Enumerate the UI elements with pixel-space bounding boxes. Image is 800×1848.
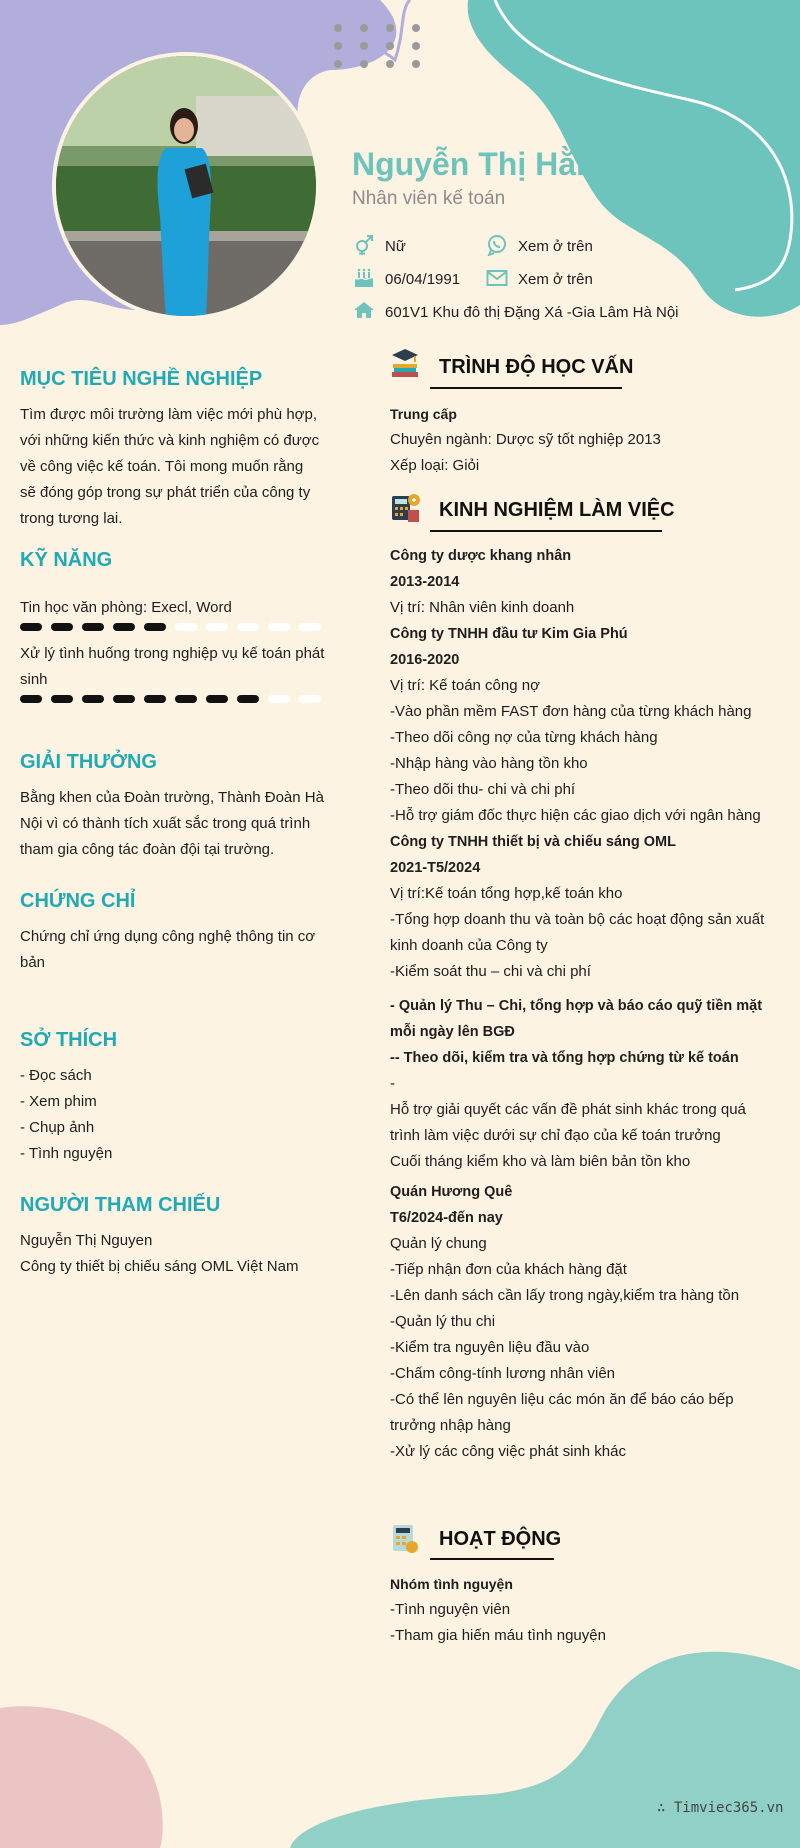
- gender-value: Nữ: [385, 238, 406, 255]
- hobbies-heading: SỞ THÍCH: [20, 1029, 118, 1051]
- experience-line: -Có thể lên nguyên liệu các món ăn để báo cáo bếp: [390, 1391, 734, 1408]
- rating-dash-filled: [144, 623, 166, 631]
- experience-line: Hỗ trợ giải quyết các vấn đề phát sinh khác trong quá: [390, 1101, 746, 1118]
- experience-line: -Tổng hợp doanh thu và toàn bộ các hoạt động sản xuất: [390, 911, 765, 928]
- email-value: Xem ở trên: [518, 271, 593, 288]
- envelope-icon: [486, 268, 508, 288]
- objective-text: Tìm được môi trường làm việc mới phù hợp, với những kiến thức và kinh nghiệm có được về công việc kế toán. Tôi mong muốn rằng sẽ đóng góp trong sự phát triển của công ty trong tương lai.: [20, 406, 320, 527]
- experience-line: -Vào phần mềm FAST đơn hàng của từng khách hàng: [390, 703, 752, 720]
- experience-heading-line: - Quản lý Thu – Chi, tổng hợp và báo cáo quỹ tiền mặt: [390, 998, 763, 1014]
- awards-heading: GIẢI THƯỞNG: [20, 751, 157, 773]
- rating-dash-filled: [82, 695, 104, 703]
- experience-details: [390, 543, 790, 1465]
- rating-dash-filled: [175, 695, 197, 703]
- whatsapp-icon: [486, 234, 508, 256]
- experience-heading: KINH NGHIỆM LÀM VIỆC: [439, 499, 675, 521]
- accounting-calculator-icon: [388, 490, 422, 524]
- birthday-value: 06/04/1991: [385, 271, 461, 288]
- experience-line: -Tiếp nhận đơn của khách hàng đặt: [390, 1261, 627, 1278]
- skills-heading: KỸ NĂNG: [20, 549, 113, 571]
- candidate-name: Nguyễn Thị Hằng: [352, 146, 616, 182]
- rating-dash-empty: [299, 623, 321, 631]
- dot-grid-decoration: [330, 22, 430, 72]
- hobbies-list: - Đọc sách - Xem phim - Chụp ảnh - Tình nguyện: [20, 1067, 113, 1162]
- skill-label: Xử lý tình huống trong nghiệp vụ kế toán phát sinh: [20, 645, 325, 688]
- experience-line: Cuối tháng kiểm kho và làm biên bản tồn kho: [390, 1153, 691, 1170]
- experience-heading-line: 2016-2020: [390, 652, 460, 668]
- experience-line: Vị trí: Nhân viên kinh doanh: [390, 599, 575, 616]
- logo-icon: ∴: [657, 1800, 674, 1816]
- objective-heading: MỤC TIÊU NGHỀ NGHIỆP: [20, 368, 263, 390]
- experience-line: -Hỗ trợ giám đốc thực hiện các giao dịch với ngân hàng: [390, 807, 761, 824]
- rating-dash-filled: [206, 695, 228, 703]
- experience-line: -Theo dõi thu- chi và chi phí: [390, 781, 576, 798]
- education-heading-underline: [430, 387, 622, 389]
- experience-line: Quản lý chung: [390, 1235, 487, 1252]
- references-heading: NGƯỜI THAM CHIẾU: [20, 1194, 221, 1216]
- experience-heading-underline: [430, 530, 662, 532]
- birthday-cake-icon: [353, 267, 375, 289]
- experience-line: -Nhập hàng vào hàng tồn kho: [390, 755, 588, 772]
- rating-dash-filled: [82, 623, 104, 631]
- certificates-heading: CHỨNG CHỈ: [20, 890, 136, 912]
- rating-dash-empty: [206, 623, 228, 631]
- rating-dash-empty: [268, 623, 290, 631]
- experience-heading-line: -- Theo dõi, kiểm tra và tổng hợp chứng từ kế toán: [390, 1050, 739, 1066]
- experience-line: trình làm việc dưới sự chỉ đạo của kế toán trưởng: [390, 1127, 721, 1144]
- experience-line: trưởng nhập hàng: [390, 1417, 511, 1434]
- rating-dash-filled: [51, 695, 73, 703]
- experience-line: -Theo dõi công nợ của từng khách hàng: [390, 729, 658, 746]
- skill-label: Tin học văn phòng: Execl, Word: [20, 599, 232, 616]
- phone-value: Xem ở trên: [518, 238, 593, 255]
- experience-heading-line: T6/2024-đến nay: [390, 1210, 503, 1226]
- rating-dash-filled: [113, 695, 135, 703]
- address-value: 601V1 Khu đô thị Đặng Xá -Gia Lâm Hà Nội: [385, 304, 679, 321]
- activities-icon: [388, 1521, 422, 1555]
- activities-heading-underline: [430, 1558, 554, 1560]
- awards-text: Bằng khen của Đoàn trường, Thành Đoàn Hà Nội vì có thành tích xuất sắc trong quá trình tham gia công tác đoàn đội tại trường.: [20, 789, 324, 858]
- rating-dash-empty: [268, 695, 290, 703]
- references-text: Nguyễn Thị Nguyen Công ty thiết bị chiếu sáng OML Việt Nam: [20, 1232, 299, 1275]
- experience-heading-line: 2013-2014: [390, 574, 460, 590]
- experience-line: kinh doanh của Công ty: [390, 937, 548, 954]
- activities-details: Nhóm tình nguyện -Tình nguyện viên -Tham gia hiến máu tình nguyện: [390, 1576, 606, 1644]
- graduation-books-icon: [388, 346, 422, 380]
- rating-dash-empty: [299, 695, 321, 703]
- experience-heading-line: Công ty TNHH thiết bị và chiếu sáng OML: [390, 834, 676, 850]
- rating-dash-filled: [237, 695, 259, 703]
- experience-line: -Chấm công-tính lương nhân viên: [390, 1365, 615, 1382]
- experience-line: -Quản lý thu chi: [390, 1313, 496, 1330]
- experience-line: -Lên danh sách cần lấy trong ngày,kiểm tra hàng tồn: [390, 1287, 740, 1304]
- experience-line: Vị trí: Kế toán công nợ: [390, 677, 540, 694]
- experience-line: -Xử lý các công việc phát sinh khác: [390, 1443, 626, 1460]
- rating-dash-filled: [113, 623, 135, 631]
- experience-heading-line: 2021-T5/2024: [390, 860, 481, 876]
- home-icon: [353, 300, 375, 320]
- experience-heading-line: Quán Hương Quê: [390, 1184, 513, 1200]
- rating-dash-filled: [20, 695, 42, 703]
- gender-icon: [353, 234, 375, 256]
- profile-photo: [52, 52, 320, 320]
- experience-line: -Kiểm soát thu – chi và chi phí: [390, 963, 591, 980]
- experience-line: -: [390, 1075, 395, 1092]
- education-heading: TRÌNH ĐỘ HỌC VẤN: [439, 356, 634, 378]
- experience-heading-line: Công ty dược khang nhân: [390, 548, 572, 564]
- job-title: Nhân viên kế toán: [352, 188, 506, 209]
- experience-line: Vị trí:Kế toán tổng hợp,kế toán kho: [390, 885, 623, 902]
- rating-dash-empty: [175, 623, 197, 631]
- rating-dash-filled: [20, 623, 42, 631]
- experience-heading-line: Công ty TNHH đầu tư Kim Gia Phú: [390, 626, 628, 642]
- experience-heading-line: mỗi ngày lên BGĐ: [390, 1024, 515, 1040]
- experience-line: -Kiểm tra nguyên liệu đầu vào: [390, 1339, 590, 1356]
- certificates-text: Chứng chỉ ứng dụng công nghệ thông tin cơ bản: [20, 928, 316, 971]
- rating-dash-filled: [144, 695, 166, 703]
- rating-dash-empty: [237, 623, 259, 631]
- rating-dash-filled: [51, 623, 73, 631]
- activities-heading: HOẠT ĐỘNG: [439, 1528, 562, 1550]
- education-details: Trung cấp Chuyên ngành: Dược sỹ tốt nghiệp 2013 Xếp loại: Giỏi: [390, 406, 661, 474]
- watermark: ∴ Timviec365.vn: [657, 1800, 784, 1816]
